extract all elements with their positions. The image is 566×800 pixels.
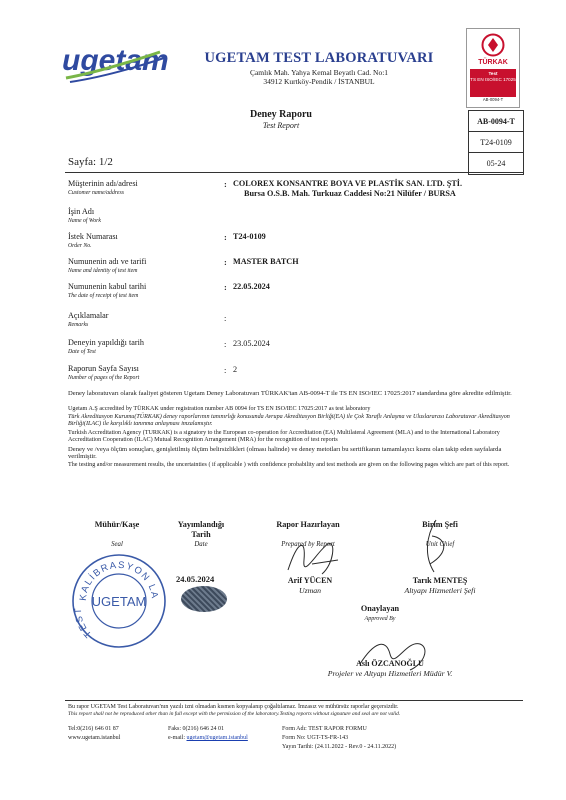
turkak-title: TÜRKAK (478, 59, 508, 66)
field-colon: : (224, 365, 227, 375)
approved-by-label-en: Approved By (364, 616, 396, 622)
footer-phone: Tel:0(216) 646 01 87 (68, 726, 119, 732)
footer-fax: Faks: 0(216) 646 24 01 (168, 726, 224, 732)
report-number: T24-0109 (480, 138, 512, 147)
footer-form-date: Yayın Tarihi: (24.11.2022 - Rev.0 - 24.11.2022) (282, 744, 397, 750)
footer-email-link[interactable]: ugetam@ugetam.istanbul (186, 735, 248, 741)
field-value-page-count: 2 (233, 365, 238, 374)
issue-date-label-en: Date (194, 541, 208, 548)
approver-name: Aslı ÖZCANOĞLU (356, 659, 424, 668)
accreditation-paragraph-en: Ugetam A.Ş accredited by TÜRKAK under registration number AB 0094 for TS EN ISO/IEC 17025:2017 as test laboratory (68, 406, 371, 412)
turkak-agreement-tr: Türk Akreditasyon Kurumu(TÜRKAK) deney raporlarının tanınırlığı konusunda Avrupa Akreditasyon Birliği(EA) ile Çok Taraflı Anlaşma ve Uluslararası Laboratuvar Akreditasyon Birliği(ILAC) ile karşılıklı tanınma anlaşması imzalamıştır. (68, 414, 510, 428)
field-label-order-no-en: Order No. (68, 243, 92, 249)
field-colon: : (224, 339, 227, 349)
preparer-name: Arif YÜCEN (287, 576, 333, 585)
field-value-customer-address: Bursa O.S.B. Mah. Turkuaz Caddesi No:21 Nilüfer / BURSA (244, 189, 456, 198)
field-value-test-date: 23.05.2024 (233, 339, 270, 348)
issue-date-label-line2: Tarih (191, 530, 211, 539)
prepared-by-label-en: Prepared by Report (281, 541, 335, 548)
logo-wordmark: ugetam (62, 44, 169, 77)
field-label-remarks: Açıklamalar (68, 311, 109, 320)
field-label-customer: Müşterinin adı/adresi (68, 179, 138, 188)
embossed-seal (181, 586, 227, 612)
field-colon: : (224, 179, 227, 189)
footer-notice-tr: Bu rapor UGETAM Test Laboratuvarı'nın yazılı izni olmadan kısmen kopyalanıp çoğaltılamaz. İmzasız ve mühürsüz raporlar geçersizdir. (68, 704, 399, 710)
field-label-customer-en: Customer name/address (68, 190, 124, 196)
prepared-by-label: Rapor Hazırlayan (276, 520, 340, 529)
turkak-band-line1: Test (488, 71, 498, 76)
field-label-receipt-date-en: The date of receipt of test item (68, 293, 139, 299)
divider (65, 172, 523, 173)
field-label-page-count: Raporun Sayfa Sayısı (68, 364, 139, 373)
turkak-band (470, 69, 516, 97)
field-label-test-date: Deneyin yapıldığı tarih (68, 338, 144, 347)
chief-name: Tarık MENTEŞ (412, 576, 468, 585)
field-label-order-no: İstek Numarası (68, 232, 118, 241)
svg-text:TEST (73, 607, 94, 640)
issue-date-label (170, 520, 232, 540)
seal-ring-text: KALİBRASYON LA (77, 559, 161, 602)
ugetam-logo (60, 40, 172, 86)
unit-chief-label: Birim Şefi (422, 520, 458, 529)
footer-notice-en: This report shall not be reproduced other than in full except with the permission of the laboratory.Testing reports without signature and seal are not valid. (68, 711, 401, 717)
report-period: 05-24 (486, 159, 506, 168)
field-label-receipt-date: Numunenin kabul tarihi (68, 282, 147, 291)
seal-left-text: TEST (72, 606, 95, 640)
footer-form-name: Form Adı: TEST RAPOR FORMU (282, 726, 367, 732)
field-label-work-name: İşin Adı (68, 207, 95, 216)
field-label-page-count-en: Number of pages of the Report (68, 375, 140, 381)
issue-date-value: 24.05.2024 (176, 574, 215, 584)
field-label-sample-name-en: Name and identity of test item (68, 268, 138, 274)
approved-by-label: Onaylayan (360, 604, 400, 613)
chief-title: Altyapı Hizmetleri Şefi (404, 586, 476, 595)
results-notice-en: The testing and/or measurement results, the uncertainties ( if applicable ) with confidence probability and test methods are given on the following pages which are part of this report. (68, 462, 510, 468)
field-colon: : (224, 232, 227, 242)
turkak-band-line2: TS EN ISO/IEC 17025 (470, 77, 516, 83)
field-label-work-name-en: Name of Work (68, 218, 101, 224)
ugetam-seal-stamp (70, 552, 168, 650)
field-colon: : (224, 257, 227, 267)
preparer-title: Uzman (298, 586, 322, 595)
accreditation-paragraph-tr: Deney laboratuvarı olarak faaliyet gösteren Ugetam Deney Laboratuvarı TÜRKAK'tan AB-0094-T ile TS EN ISO/IEC 17025:2017 standardına göre akredite edilmiştir. (68, 390, 512, 397)
issue-date-label-line1: Yayımlandığı (177, 520, 225, 529)
footer-email-prefix: e-mail: (168, 735, 187, 741)
field-value-sample-name: MASTER BATCH (233, 257, 299, 266)
report-subtitle: Test Report (262, 121, 300, 130)
field-value-order-no: T24-0109 (233, 232, 266, 241)
lab-address-line2: 34912 Kurtköy-Pendik / İSTANBUL (263, 77, 375, 86)
unit-chief-label-en: Unit Chief (425, 541, 455, 548)
turkak-accreditation-badge (466, 28, 520, 108)
field-label-remarks-en: Remarks (68, 322, 89, 328)
accreditation-code: AB-0094-T (477, 117, 515, 126)
footer-divider (65, 700, 523, 701)
results-notice-tr: Deney ve /veya ölçüm sonuçları, genişletilmiş ölçüm belirsizlikleri (olması halinde) ve deney metotları bu sertifikanın tamamlayıcı kısmı olan takip eden sayfalarda verilmiştir. (68, 446, 502, 461)
footer-form-no: Form No: UGT-TS-FR-143 (282, 735, 349, 741)
field-label-test-date-en: Date of Test (68, 349, 96, 355)
lab-name: UGETAM TEST LABORATUVARI (204, 50, 434, 66)
lab-address-line1: Çamlık Mah. Yahya Kemal Beyatlı Cad. No:1 (249, 68, 389, 77)
field-value-receipt-date: 22.05.2024 (233, 282, 270, 291)
turkak-emblem-icon (481, 33, 505, 57)
page-number: Sayfa: 1/2 (68, 156, 113, 168)
footer-email (168, 735, 248, 742)
seal-label: Mühür/Kaşe (94, 520, 140, 529)
seal-label-en: Seal (111, 541, 123, 548)
turkak-agreement-en: Turkish Accreditation Agency (TURKAK) is a signatory to the European co-operation for Accreditation (EA) Multilateral Agreement (MLA) and to the International Laboratory Accreditation Cooperation (ILAC) Mutual Recognition Arrangement (MRA) for the recognition of test reports (68, 430, 500, 444)
approver-title: Projeler ve Altyapı Hizmetleri Müdür V. (327, 669, 453, 678)
seal-center-text: UGETAM (91, 594, 147, 609)
turkak-number: AB-0094-T (482, 97, 504, 102)
field-label-sample-name: Numunenin adı ve tarifi (68, 257, 147, 266)
field-colon: : (224, 282, 227, 292)
field-value-customer: COLOREX KONSANTRE BOYA VE PLASTİK SAN. LTD. ŞTİ. (233, 179, 463, 188)
chief-signature (406, 516, 466, 580)
report-title: Deney Raporu (250, 109, 312, 120)
footer-website[interactable]: www.ugetam.istanbul (68, 735, 121, 741)
report-code-box (468, 110, 524, 175)
field-colon: : (224, 313, 227, 323)
